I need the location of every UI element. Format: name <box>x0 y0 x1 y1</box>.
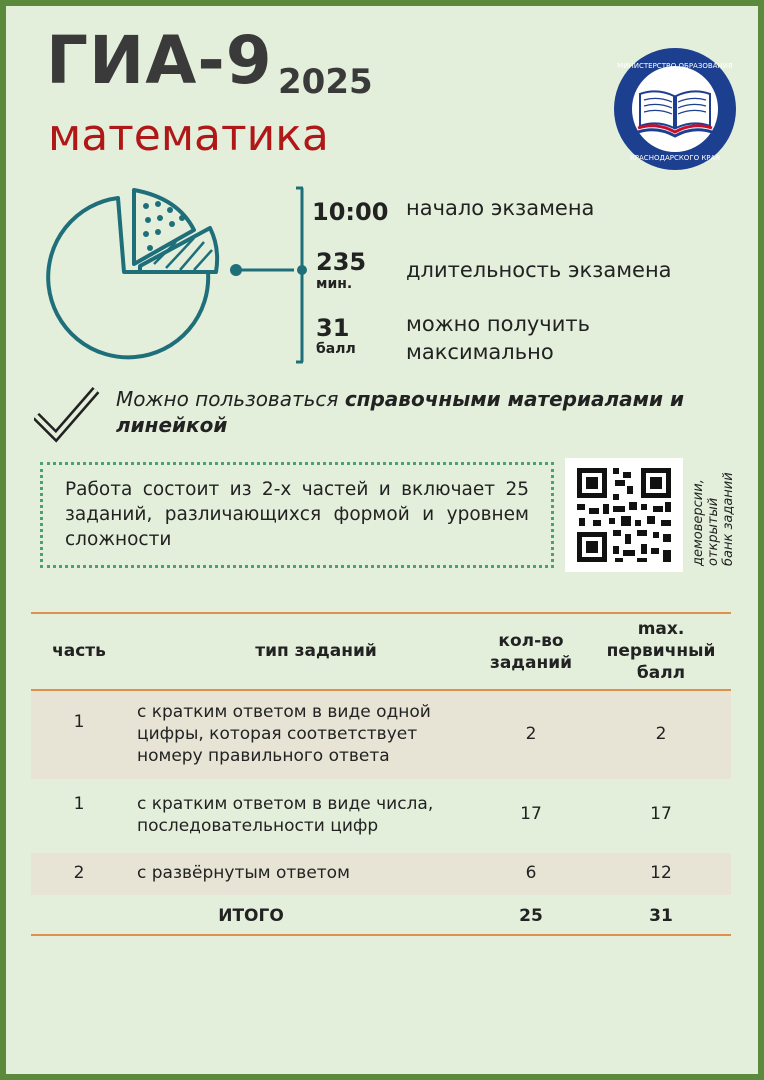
page-title: ГИА-9 <box>46 22 273 99</box>
table-row <box>31 779 731 853</box>
qr-caption-line-2: открытый <box>706 497 721 566</box>
ministry-logo <box>612 46 738 172</box>
table-bottom-rule <box>31 934 731 936</box>
header-type: тип заданий <box>255 641 377 661</box>
table-row <box>31 853 731 895</box>
duration-label: длительность экзамена <box>406 258 672 282</box>
pie-chart-icon <box>36 176 316 366</box>
subject-title: математика <box>48 110 329 161</box>
duration-unit: мин. <box>316 276 353 292</box>
row-part: 1 <box>73 712 85 732</box>
header-part: часть <box>52 641 106 661</box>
row-type-line: номеру правильного ответа <box>137 746 390 766</box>
header-max-2: первичный <box>606 641 716 661</box>
qr-code[interactable] <box>565 458 683 572</box>
table-row <box>31 691 731 779</box>
max-score-label-2: максимально <box>406 340 554 364</box>
table-total-row <box>31 895 731 935</box>
table-top-rule <box>31 612 731 614</box>
total-label: ИТОГО <box>218 906 284 926</box>
start-time-label: начало экзамена <box>406 196 595 220</box>
max-score-value: 31 <box>316 314 350 342</box>
header-count-2: заданий <box>489 653 573 673</box>
svg-text:КРАСНОДАРСКОГО КРАЯ: КРАСНОДАРСКОГО КРАЯ <box>629 154 721 162</box>
max-score-label-1: можно получить <box>406 312 590 336</box>
qr-caption <box>689 462 749 570</box>
qr-caption-line-1: демоверсии, <box>691 479 706 566</box>
total-max: 31 <box>649 906 673 926</box>
header-count-1: кол-во <box>498 631 564 651</box>
header-max-3: балл <box>636 663 686 683</box>
exam-year: 2025 <box>278 62 373 102</box>
row-max: 17 <box>650 804 672 824</box>
row-type-line: с кратким ответом в виде одной <box>137 702 431 722</box>
row-part: 2 <box>73 863 85 883</box>
total-count: 25 <box>519 906 543 926</box>
row-type-line: цифры, которая соответствует <box>137 724 418 744</box>
row-count: 2 <box>525 724 537 744</box>
row-part: 1 <box>73 794 85 814</box>
checkmark-icon <box>34 384 100 444</box>
exam-structure-note: Работа состоит из 2-х частей и включает 25 заданий, различающихся формой и уровнем сложности <box>40 462 554 568</box>
row-max: 2 <box>655 724 667 744</box>
row-type-line: последовательности цифр <box>137 816 379 836</box>
start-time: 10:00 <box>312 198 389 226</box>
header-max-1: max. <box>637 619 685 639</box>
max-score-unit: балл <box>316 341 356 357</box>
logo-lettering: МИНИСТЕРСТВО ОБРАЗОВАНИЯ <box>617 62 733 70</box>
allowed-materials-text: Можно пользоваться справочными материалами и линейкой <box>116 387 684 437</box>
row-type-line: с развёрнутым ответом <box>137 863 350 883</box>
row-max: 12 <box>650 863 672 883</box>
qr-caption-line-3: банк заданий <box>721 472 736 566</box>
row-count: 17 <box>520 804 542 824</box>
duration-value: 235 <box>316 248 367 276</box>
exam-facts <box>294 186 754 366</box>
row-type-line: с кратким ответом в виде числа, <box>137 794 434 814</box>
facts-bracket <box>294 186 308 364</box>
row-count: 6 <box>525 863 537 883</box>
